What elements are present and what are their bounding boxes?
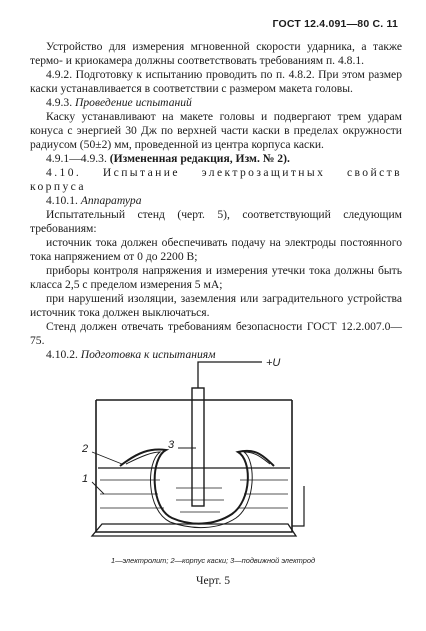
amendment-note: (Измененная редакция, Изм. № 2).	[109, 152, 290, 165]
paragraph-4-9-2: 4.9.2. Подготовку к испытанию проводить по п. 4.8.2. При этом размер каски устанавливается в соответствии с размером макета головы.	[30, 68, 402, 95]
clause-heading: Подготовка к испытаниям	[80, 348, 216, 361]
body-text	[30, 40, 402, 362]
section-heading-4-10: 4.10. Испытание электрозащитных свойств корпуса	[30, 166, 402, 193]
paragraph-device: Устройство для измерения мгновенной скорости ударника, а также термо- и криокамера должны соответствовать требованиям п. 4.8.1.	[30, 40, 402, 67]
clause-number: 4.9.3.	[46, 96, 75, 109]
paragraph-4-10-1	[30, 194, 402, 208]
figure-caption: 1—электролит; 2—корпус каски; 3—подвижной электрод	[110, 556, 316, 565]
paragraph-instruments: приборы контроля напряжения и измерения утечки тока должны быть класса 2,5 с пределом измерения 5 мА;	[30, 264, 402, 291]
supply-label: +U	[266, 357, 281, 369]
helmet-shell	[120, 450, 274, 524]
running-header: ГОСТ 12.4.091—80 С. 11	[272, 18, 398, 30]
paragraph-amendment	[30, 152, 402, 166]
paragraph-procedure: Каску устанавливают на макете головы и подвергают трем ударам конуса с энергией 30 Дж по верхней части каски в пределах окружности радиусом (50±2) мм, проведенной из центра корпуса каски.	[30, 110, 402, 151]
paragraph-current-source: источник тока должен обеспечивать подачу на электроды постоянного тока напряжением от 0 до 2200 В;	[30, 236, 402, 263]
clause-heading: Проведение испытаний	[74, 96, 192, 109]
label-2: 2	[82, 443, 89, 455]
supply-wire	[198, 362, 262, 388]
clause-number: 4.10.2.	[46, 348, 81, 361]
ground-wire	[292, 486, 304, 526]
clause-range: 4.9.1—4.9.3.	[46, 152, 110, 165]
label-3: 3	[168, 439, 175, 451]
figure-title: Черт. 5	[195, 574, 231, 587]
label-1: 1	[82, 473, 89, 485]
clause-heading: Аппаратура	[80, 194, 142, 207]
leader-line-1	[92, 482, 104, 494]
paragraph-stand: Испытательный стенд (черт. 5), соответствующий следующим требованиям:	[30, 208, 402, 235]
paragraph-insulation: при нарушений изоляции, заземления или заградительного устройства источник тока должен выключаться.	[30, 292, 402, 319]
paragraph-safety: Стенд должен отвечать требованиям безопасности ГОСТ 12.2.007.0—75.	[30, 320, 402, 347]
paragraph-4-9-3	[30, 96, 402, 110]
tank-base	[92, 524, 296, 536]
test-stand-drawing	[0, 348, 426, 588]
clause-number: 4.10.1.	[46, 194, 81, 207]
